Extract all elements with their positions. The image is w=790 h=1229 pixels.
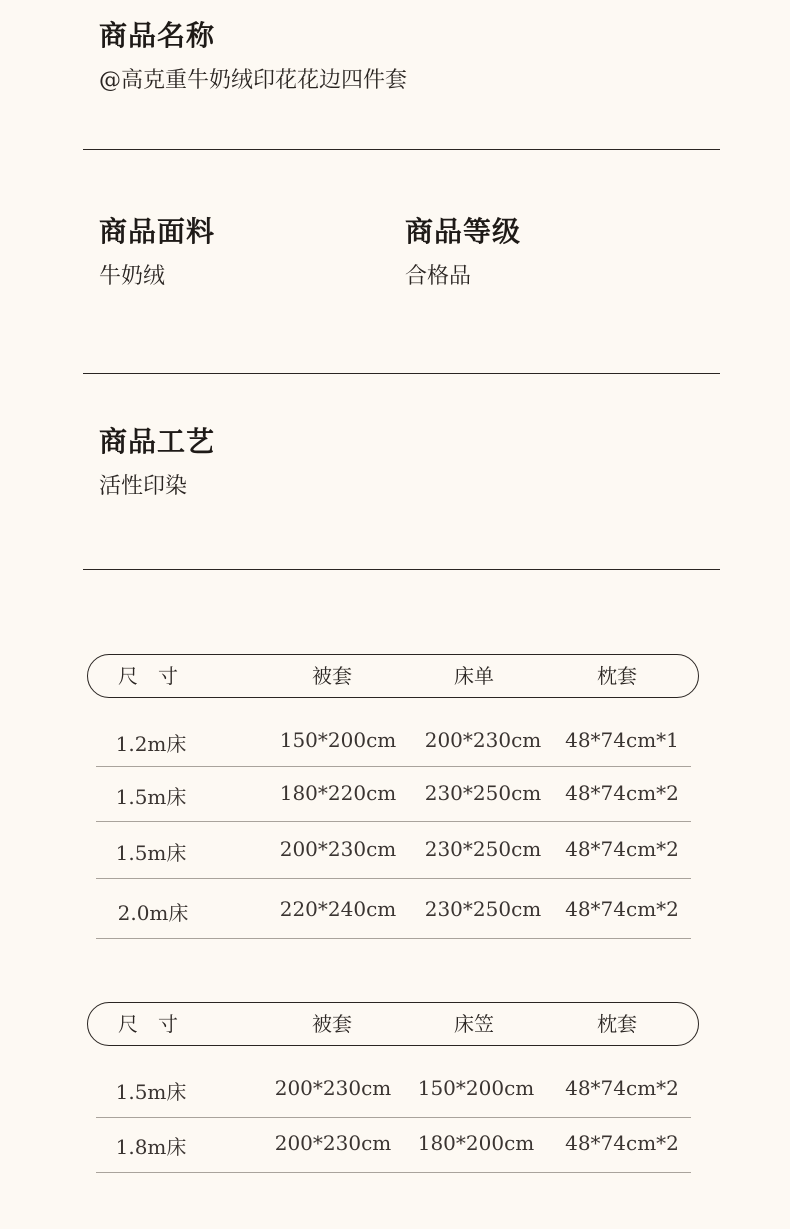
product-name-label: 商品名称 (99, 19, 216, 52)
cell-duvet-size: 200*230cm (279, 837, 397, 861)
cell-bed-size: 2.0m床 (117, 901, 189, 925)
cell-sheet-size: 200*230cm (424, 728, 542, 752)
header-size: 尺 寸 (118, 664, 178, 688)
size-table-fitted-set (87, 1002, 699, 1173)
cell-sheet-size: 230*250cm (424, 897, 542, 921)
header-fitted-sheet: 床笠 (454, 1012, 494, 1036)
table-row (96, 767, 691, 822)
cell-pillow-size: 48*74cm*1 (565, 728, 679, 752)
cell-bed-size: 1.5m床 (115, 785, 187, 809)
cell-pillow-size: 48*74cm*2 (565, 781, 679, 805)
table-row (96, 698, 691, 767)
cell-fitted-size: 180*200cm (417, 1131, 535, 1155)
cell-bed-size: 1.5m床 (115, 1080, 187, 1104)
product-craft-value: 活性印染 (99, 474, 188, 499)
cell-duvet-size: 180*220cm (279, 781, 397, 805)
cell-pillow-size: 48*74cm*2 (565, 837, 679, 861)
cell-duvet-size: 200*230cm (274, 1131, 392, 1155)
product-fabric-value: 牛奶绒 (99, 264, 166, 289)
table-header (87, 654, 699, 698)
header-duvet-cover: 被套 (312, 1012, 352, 1036)
product-name-value: @高克重牛奶绒印花花边四件套 (99, 68, 408, 93)
cell-pillow-size: 48*74cm*2 (565, 897, 679, 921)
product-craft-label: 商品工艺 (99, 425, 216, 458)
cell-sheet-size: 230*250cm (424, 781, 542, 805)
table-row (96, 1118, 691, 1173)
header-pillowcase: 枕套 (597, 664, 637, 688)
table-row (96, 1046, 691, 1118)
table-row (96, 822, 691, 879)
cell-pillow-size: 48*74cm*2 (565, 1131, 679, 1155)
product-grade-label: 商品等级 (405, 215, 522, 248)
header-size: 尺 寸 (118, 1012, 178, 1036)
size-table-sheet-set (87, 654, 699, 939)
divider (83, 149, 720, 150)
cell-pillow-size: 48*74cm*2 (565, 1076, 679, 1100)
cell-bed-size: 1.2m床 (115, 732, 187, 756)
product-fabric-label: 商品面料 (99, 215, 216, 248)
cell-duvet-size: 150*200cm (279, 728, 397, 752)
header-duvet-cover: 被套 (312, 664, 352, 688)
divider (83, 569, 720, 570)
cell-sheet-size: 230*250cm (424, 837, 542, 861)
header-pillowcase: 枕套 (597, 1012, 637, 1036)
table-row (96, 879, 691, 939)
header-flat-sheet: 床单 (454, 664, 494, 688)
cell-duvet-size: 200*230cm (274, 1076, 392, 1100)
cell-bed-size: 1.8m床 (115, 1135, 187, 1159)
cell-duvet-size: 220*240cm (279, 897, 397, 921)
product-grade-value: 合格品 (405, 264, 472, 289)
cell-bed-size: 1.5m床 (115, 841, 187, 865)
table-header (87, 1002, 699, 1046)
cell-fitted-size: 150*200cm (417, 1076, 535, 1100)
divider (83, 373, 720, 374)
